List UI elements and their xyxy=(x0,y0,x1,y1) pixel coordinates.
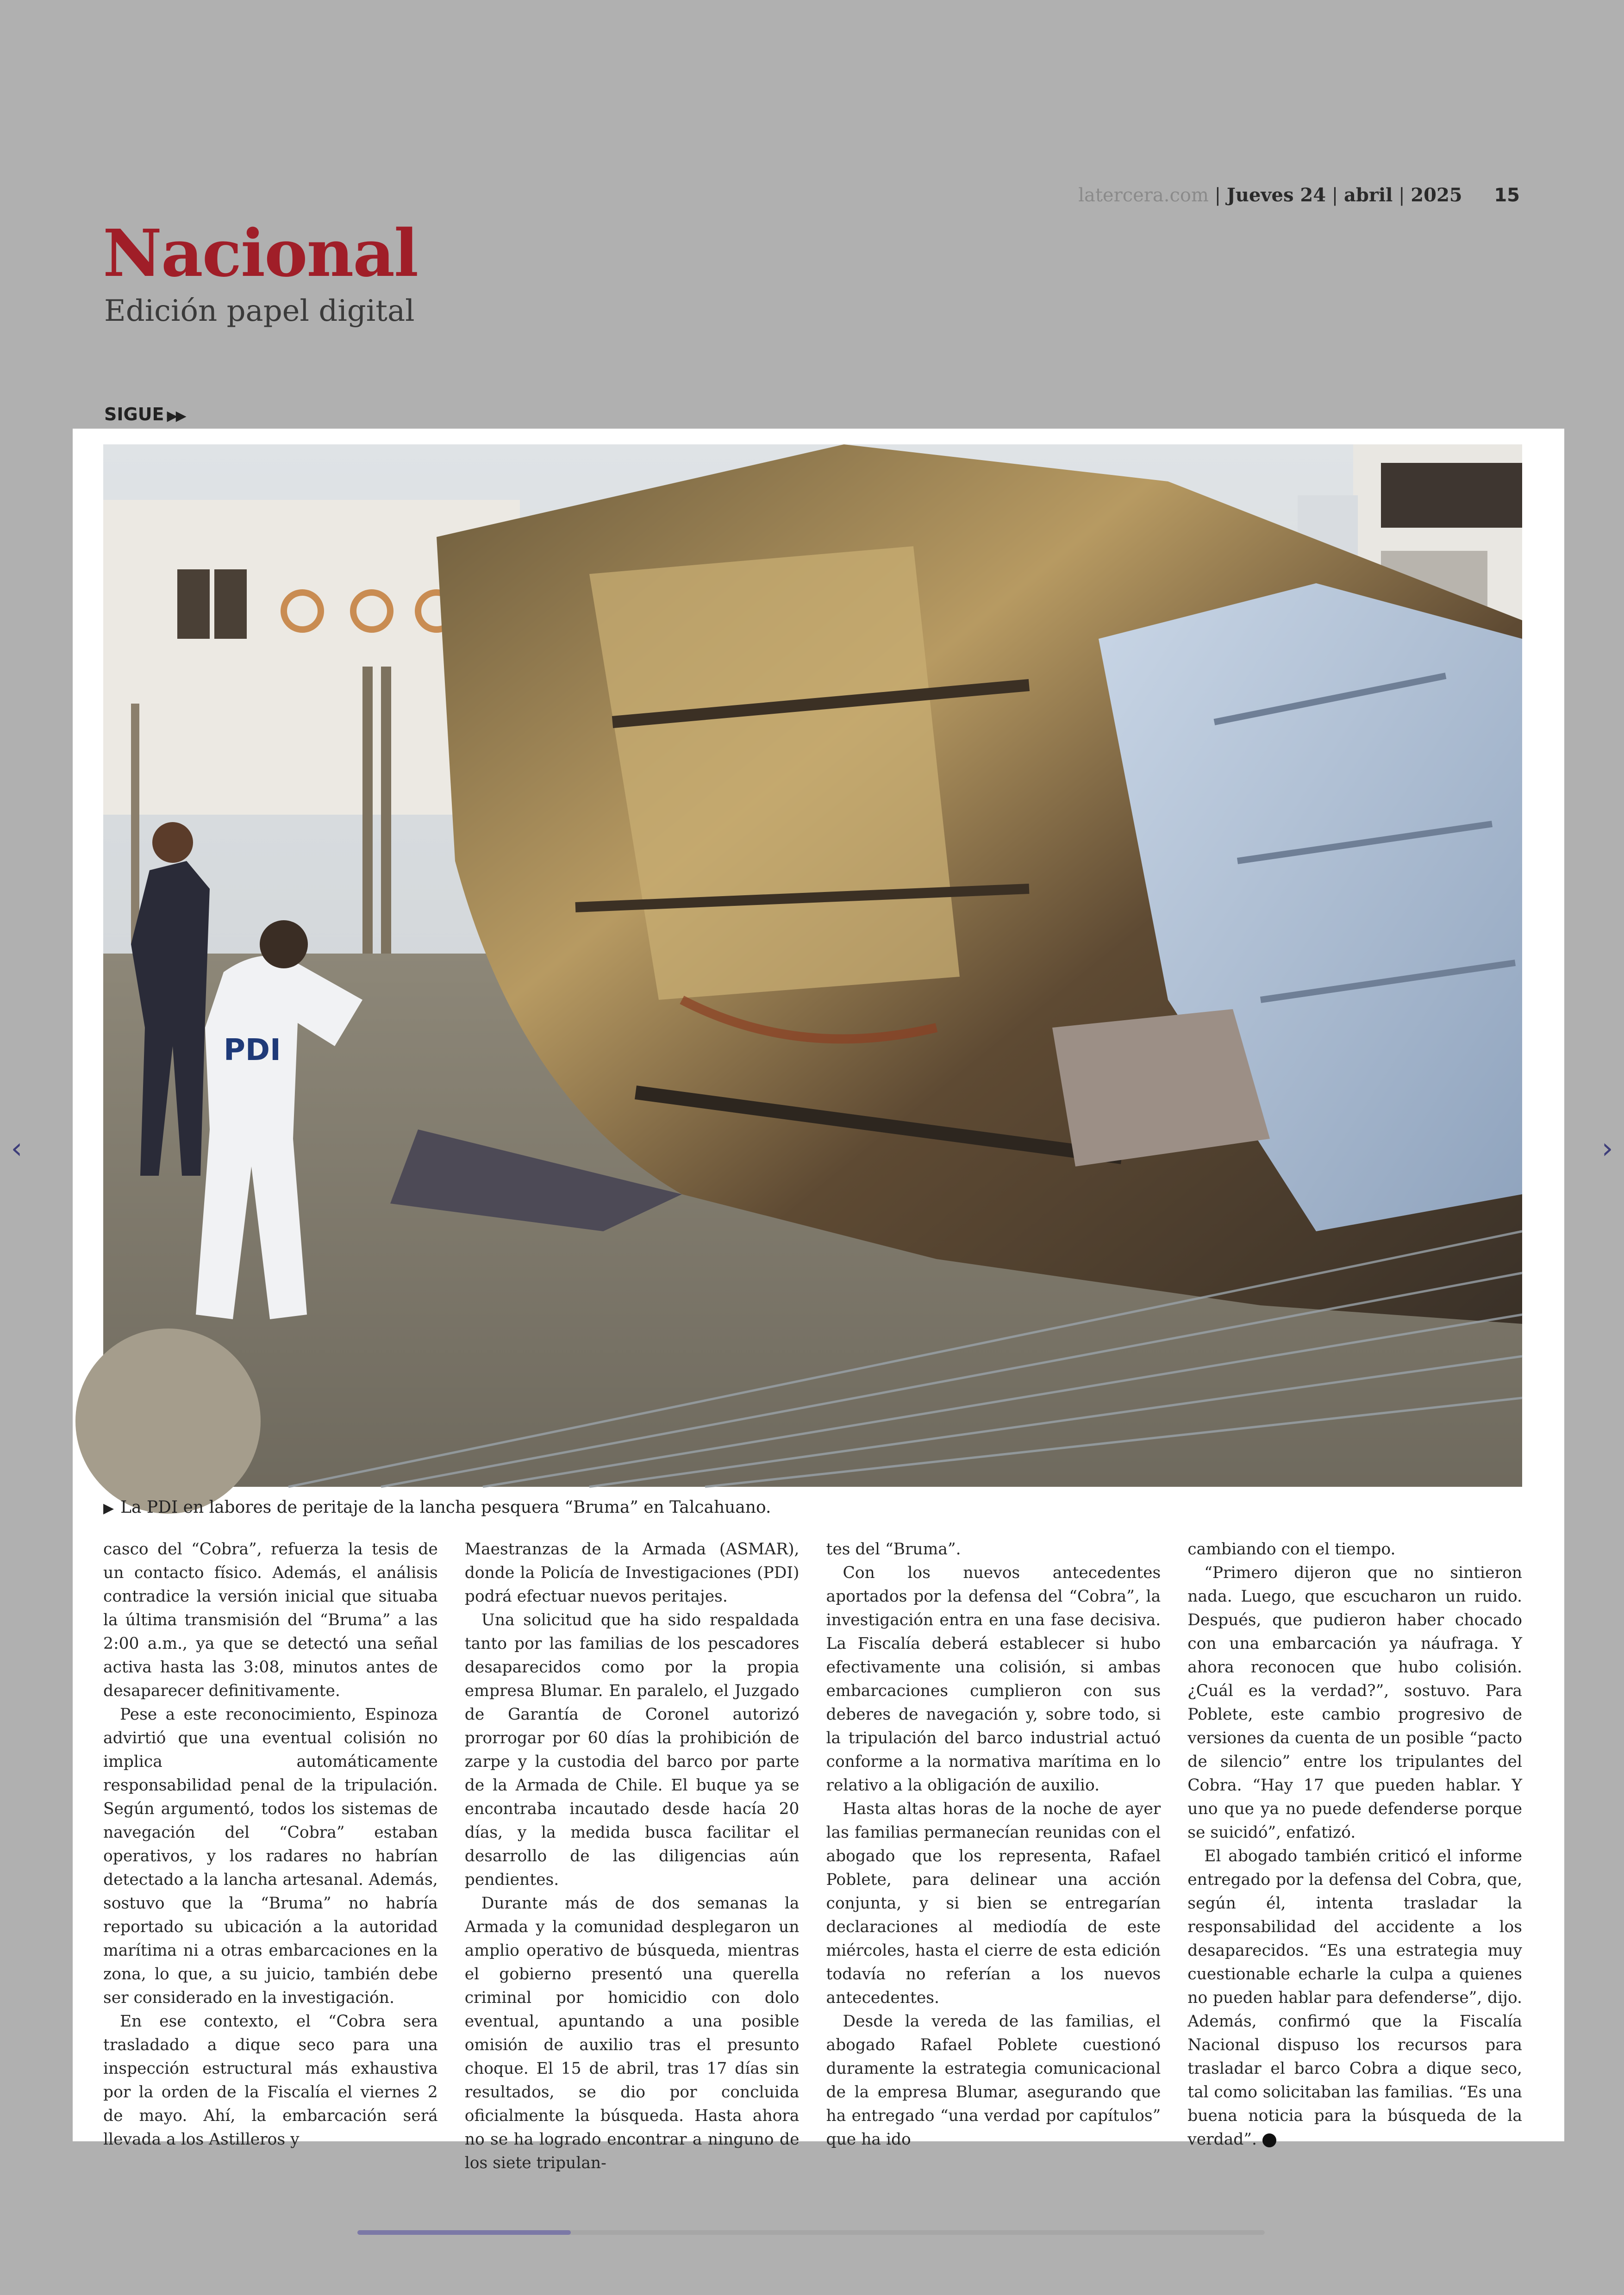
edition-month: abril xyxy=(1344,184,1393,206)
article-photo xyxy=(103,444,1522,1487)
play-icon: ▶ xyxy=(103,1500,114,1516)
paragraph: Durante más de dos semanas la Armada y la comunidad desplegaron un amplio operativo de búsqueda, mientras el gobierno presentó una querella criminal por homicidio con dolo eventual, apuntando a una posible omisión de auxilio tras el presunto choque. El 15 de abril, tras 17 días sin resultados, se dio por concluida oficialmente la búsqueda. Hasta ahora no se ha logrado encontrar a ninguno de los siete tripulan- xyxy=(464,1894,800,2172)
paragraph xyxy=(1187,1845,1522,2152)
article-column-2 xyxy=(464,1538,800,2172)
paragraph: Desde la vereda de las familias, el abogado Rafael Poblete cuestionó duramente la estrategia comunicacional de la empresa Blumar, asegurando que ha entregado “una verdad por capítulos” que ha ido xyxy=(826,2012,1161,2149)
paragraph: Con los nuevos antecedentes aportados por la defensa del “Cobra”, la investigación entra en una fase decisiva. La Fiscalía deberá establecer si hubo efectivamente una colisión, si ambas embarcaciones cumplieron con sus deberes de navegación y, sobre todo, si la tripulación del barco industrial actuó conforme a la normativa marítima en lo relativo a la obligación de auxilio. xyxy=(826,1564,1161,1795)
boat-wreck-image xyxy=(103,444,1522,1487)
edition-day: Jueves 24 xyxy=(1226,184,1326,206)
paragraph: tes del “Bruma”. xyxy=(826,1540,961,1559)
continue-label: SIGUE xyxy=(104,404,164,424)
article-column-4 xyxy=(1187,1538,1522,2149)
photo-caption xyxy=(103,1498,1522,1517)
previous-page-button[interactable] xyxy=(3,1129,31,1166)
article-column-3 xyxy=(826,1538,1161,2149)
separator: | xyxy=(1331,185,1344,206)
paragraph: En ese contexto, el “Cobra sera trasladado a dique seco para una inspección estructural más exhaustiva por la orden de la Fiscalía el viernes 2 de mayo. Ahí, la embarcación será llevada a los Astilleros y xyxy=(103,2012,438,2149)
section-subtitle: Edición papel digital xyxy=(104,294,415,328)
page-number: 15 xyxy=(1494,185,1520,206)
site-name: latercera.com xyxy=(1078,185,1209,206)
chevron-right-icon: › xyxy=(1601,1131,1613,1165)
paragraph: Una solicitud que ha sido respaldada tanto por las familias de los pescadores desaparecidos como por la propia empresa Blumar. En paralelo, el Juzgado de Garantía de Coronel autorizó prorrogar por 60 días la prohibición de zarpe y la custodia del barco por parte de la Armada de Chile. El buque ya se encontraba incautado desde hacía 20 días, y la medida busca facilitar el desarrollo de las diligencias aún pendientes. xyxy=(464,1611,800,1889)
paragraph-text: El abogado también criticó el informe entregado por la defensa del Cobra, que, según él, intenta trasladar la responsabilidad del accidente a los desaparecidos. “Es una estrategia muy cuestionable echarle la culpa a quienes no pueden hablar para defenderse”, dijo. Además, confirmó que la Fiscalía Nacional dispuso los recursos para trasladar el barco Cobra a dique seco, tal como solicitaban las familias. “Es una buena noticia para la búsqueda de la verdad”. xyxy=(1187,1847,1522,2149)
article-column-1 xyxy=(103,1538,438,2149)
svg-text:PDI: PDI xyxy=(224,1033,281,1067)
reading-progress-fill xyxy=(357,2230,571,2235)
paragraph: “Primero dijeron que no sintieron nada. Luego, que escucharon un ruido. Después, que pudieron haber chocado con una embarcación ya náufraga. Y ahora reconocen que hubo colisión. ¿Cuál es la verdad?”, sostuvo. Para Poblete, este cambio progresivo de versiones da cuenta de un posible “pacto de silencio” entre los tripulantes del Cobra. “Hay 17 que pueden hablar. Y uno que ya no puede defenderse porque se suicidó”, enfatizó. xyxy=(1187,1564,1522,1842)
separator: | xyxy=(1214,185,1227,206)
newspaper-page xyxy=(73,429,1564,2172)
caption-text: La PDI en labores de peritaje de la lancha pesquera “Bruma” en Talcahuano. xyxy=(120,1498,771,1517)
reading-progress-bar[interactable] xyxy=(357,2230,1265,2235)
double-play-icon: ▶▶ xyxy=(167,408,185,424)
edition-year: 2025 xyxy=(1411,184,1462,206)
paragraph: cambiando con el tiempo. xyxy=(1187,1540,1396,1559)
paragraph: Maestranzas de la Armada (ASMAR), donde la Policía de Investigaciones (PDI) podrá efectuar nuevos peritajes. xyxy=(464,1540,800,1606)
end-of-article-icon xyxy=(1262,2133,1276,2147)
paragraph: Pese a este reconocimiento, Espinoza advirtió que una eventual colisión no implica automáticamente responsabilidad penal de la tripulación. Según argumentó, todos los sistemas de navegación del “Cobra” estaban operativos, y los radares no habrían detectado a la lancha artesanal. Además, sostuvo que la “Bruma” no habría reportado su ubicación a la autoridad marítima ni a otras embarcaciones en la zona, lo que, a su juicio, también debe ser considerado en la investigación. xyxy=(103,1705,438,2007)
paragraph: casco del “Cobra”, refuerza la tesis de un contacto físico. Además, el análisis contradice la versión inicial que situaba la última transmisión del “Bruma” a las 2:00 a.m., ya que se detectó una señal activa hasta las 3:08, minutos antes de desaparecer definitivamente. xyxy=(103,1540,438,1700)
chevron-left-icon: ‹ xyxy=(11,1131,23,1165)
paragraph: Hasta altas horas de la noche de ayer las familias permanecían reunidas con el abogado que los representa, Rafael Poblete, para delinear una acción conjunta, y si bien se entregarían declaraciones al mediodía de este miércoles, hasta el cierre de esta edición todavía no referían a los nuevos antecedentes. xyxy=(826,1800,1161,2007)
section-title: Nacional xyxy=(103,216,418,292)
article-body xyxy=(103,1538,1522,2172)
separator: | xyxy=(1399,185,1411,206)
continue-marker xyxy=(104,405,185,423)
next-page-button[interactable] xyxy=(1593,1129,1621,1166)
edition-header xyxy=(1078,184,1520,206)
